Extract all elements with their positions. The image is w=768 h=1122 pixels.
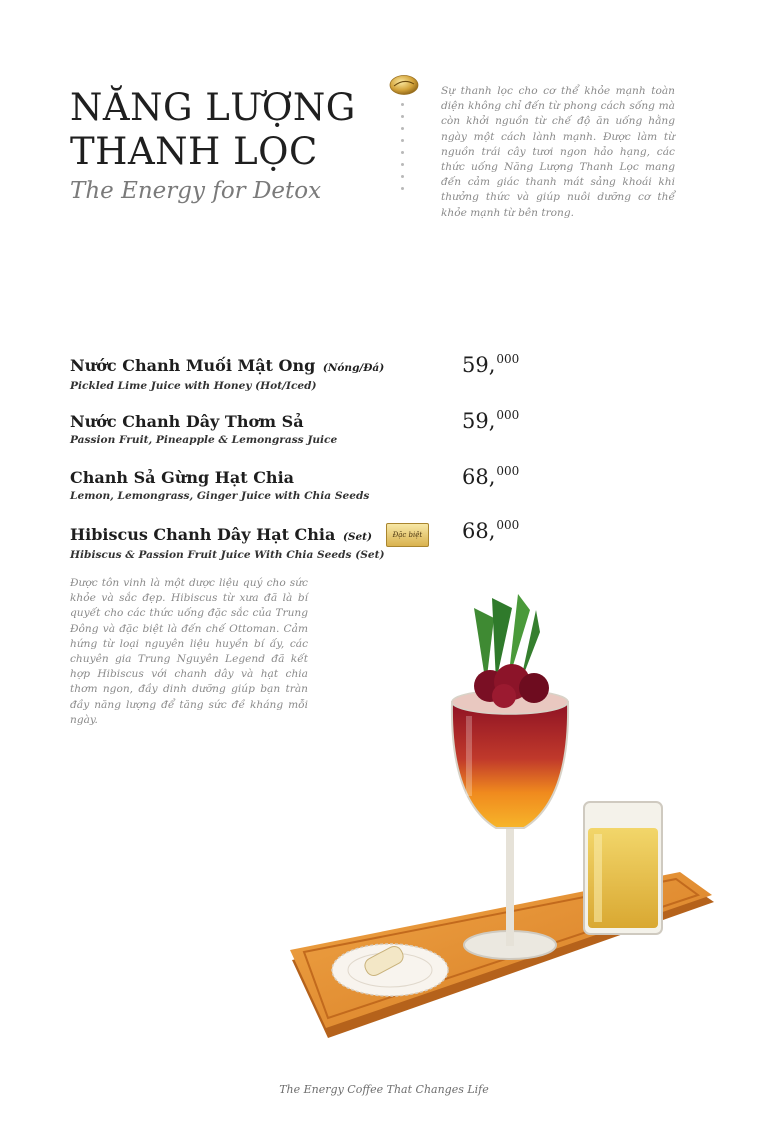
item-price-3 [462,464,519,489]
page-title [70,86,356,174]
item-name: Nước Chanh Dây Thơm Sả [70,412,304,431]
menu-item-3 [70,468,450,503]
item-note: (Set) [342,531,372,543]
price-main: 59, [462,409,496,433]
item-name: Nước Chanh Muối Mật Ong [70,356,316,375]
drink-set-photo [290,590,720,1040]
item-price-2 [462,408,519,433]
menu-item-4 [70,523,450,562]
hibiscus-story-paragraph: Được tôn vinh là một dược liệu quý cho sức khỏe và sắc đẹp. Hibiscus từ xưa đã là bí quyết cho các thức uống đặc sắc của Trung Đông và đặc biệt là đến chế Ottoman. Cảm hứng từ loại nguyên liệu huyền bí ấy, các chuyên gia Trung Nguyên Legend đã kết hợp Hibiscus với chanh dây và hạt chia thơm ngon, đầy dinh dưỡng giúp bạn tràn đầy năng lượng để tăng sức đề kháng mỗi ngày. [70,577,308,726]
page-subtitle: The Energy for Detox [70,178,322,204]
item-english-name: Pickled Lime Juice with Honey (Hot/Iced) [70,380,317,392]
menu-item-2 [70,412,450,447]
price-main: 68, [462,519,496,543]
item-price-4 [462,518,519,543]
title-line-1: NĂNG LƯỢNG [70,86,356,129]
price-sup: 000 [496,408,520,422]
menu-item-1 [70,356,450,393]
item-name-line [70,523,450,547]
tea-glass [584,802,662,934]
special-badge: Đặc biệt [386,523,430,547]
price-sup: 000 [496,352,520,366]
price-sup: 000 [496,464,520,478]
item-price-1 [462,352,519,377]
footer-slogan: The Energy Coffee That Changes Life [279,1083,489,1096]
garnish [474,594,549,708]
decorative-dots [401,103,405,190]
item-note: (Nóng/Đá) [322,362,385,374]
item-name: Hibiscus Chanh Dây Hạt Chia [70,525,336,544]
price-sup: 000 [496,518,520,532]
price-main: 59, [462,353,496,377]
item-english-name: Lemon, Lemongrass, Ginger Juice with Chia Seeds [70,490,370,502]
item-name: Chanh Sả Gừng Hạt Chia [70,468,295,487]
intro-paragraph: Sự thanh lọc cho cơ thể khỏe mạnh toàn diện không chỉ đến từ phong cách sống mà còn khởi nguồn từ chế độ ăn uống hằng ngày một cách lành mạnh. Được làm từ nguồn trái cây tươi ngon hảo hạng, các thức uống Năng Lượng Thanh Lọc mang đến cảm giác thanh mát sảng khoái khi thưởng thức và giúp nuôi dưỡng cơ thể khỏe mạnh từ bên trong. [441,85,675,219]
item-english-name: Passion Fruit, Pineapple & Lemongrass Juice [70,434,338,446]
item-name-line [70,412,450,432]
item-english-name: Hibiscus & Passion Fruit Juice With Chia Seeds (Set) [70,549,385,561]
coffee-bean-badge-icon [389,74,419,96]
price-main: 68, [462,465,496,489]
title-line-2: THANH LỌC [70,130,318,173]
item-name-line [70,468,450,488]
item-name-line [70,356,450,378]
doily-cookie [332,944,448,996]
